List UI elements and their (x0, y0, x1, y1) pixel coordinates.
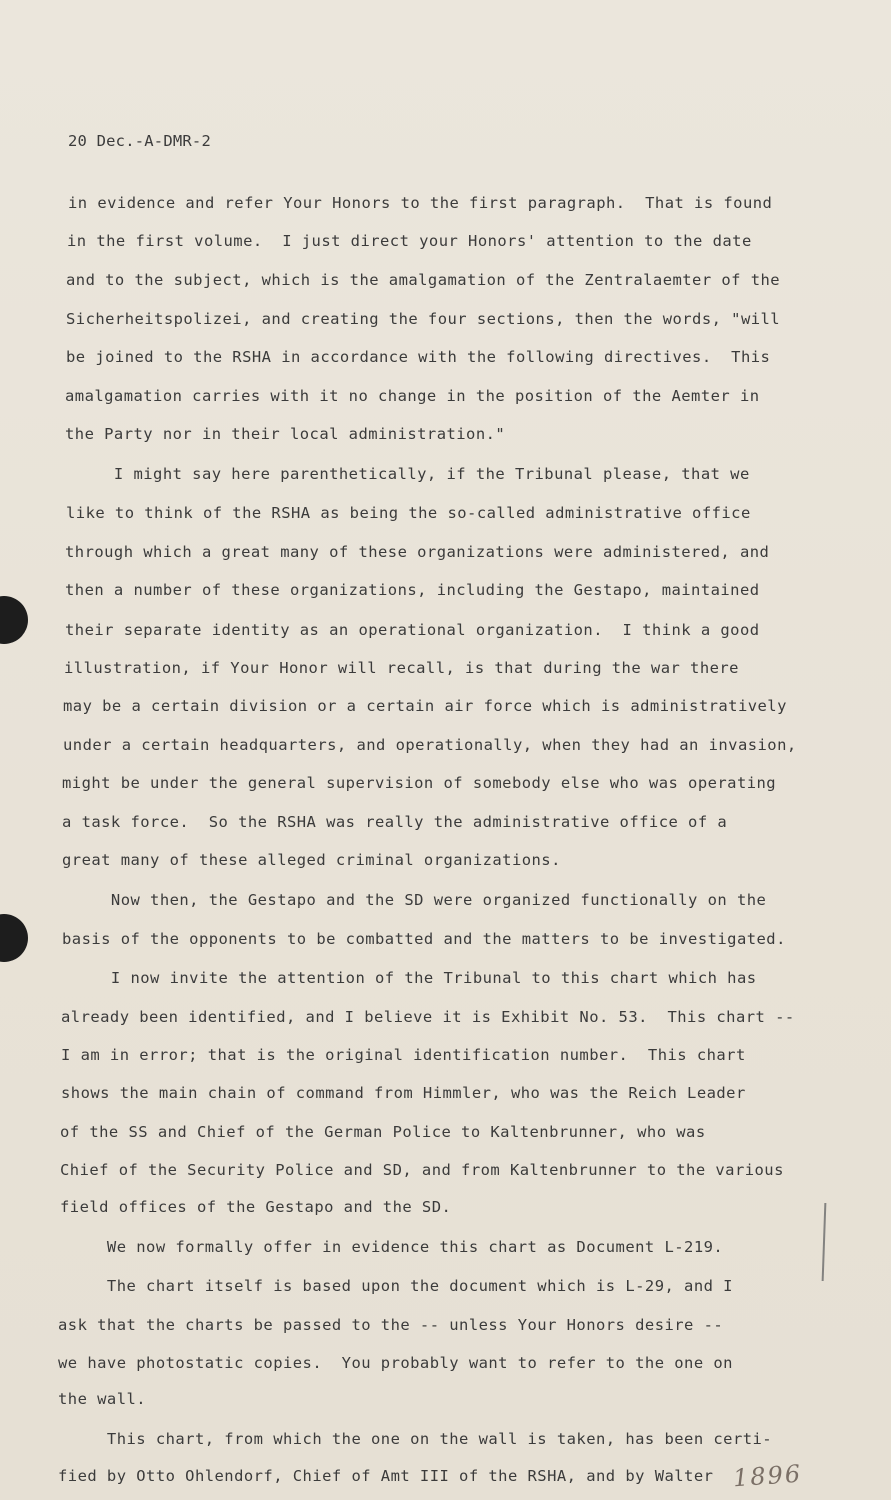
text-line: a task force. So the RSHA was really the administrative office of a (62, 813, 728, 831)
text-line: ask that the charts be passed to the -- unless Your Honors desire -- (58, 1316, 724, 1334)
punch-hole (0, 596, 28, 644)
margin-pencil-mark (822, 1203, 827, 1281)
text-line: in the first volume. I just direct your Honors' attention to the date (67, 232, 752, 250)
text-line: illustration, if Your Honor will recall, is that during the war there (64, 659, 739, 677)
text-line: and to the subject, which is the amalgamation of the Zentralaemter of the (66, 271, 781, 289)
text-line: under a certain headquarters, and operationally, when they had an invasion, (63, 736, 797, 754)
text-line: already been identified, and I believe it is Exhibit No. 53. This chart -- (61, 1008, 795, 1026)
text-line: through which a great many of these organizations were administered, and (65, 543, 770, 561)
text-line: Sicherheitspolizei, and creating the four sections, then the words, "will (66, 310, 781, 328)
text-line: amalgamation carries with it no change in the position of the Aemter in (65, 387, 760, 405)
text-line: We now formally offer in evidence this chart as Document L-219. (58, 1238, 724, 1256)
text-line: Now then, the Gestapo and the SD were organized functionally on the (62, 891, 767, 909)
text-line: shows the main chain of command from Himmler, who was the Reich Leader (61, 1084, 746, 1102)
text-line: fied by Otto Ohlendorf, Chief of Amt III of the RSHA, and by Walter (58, 1467, 714, 1485)
text-line: I now invite the attention of the Tribunal to this chart which has (62, 969, 757, 987)
text-line: I might say here parenthetically, if the Tribunal please, that we (65, 465, 750, 483)
text-line: might be under the general supervision of somebody else who was operating (62, 774, 777, 792)
text-line: Chief of the Security Police and SD, and from Kaltenbrunner to the various (60, 1161, 784, 1179)
text-line: we have photostatic copies. You probably want to refer to the one on (58, 1354, 733, 1372)
punch-hole (0, 914, 28, 962)
text-line: great many of these alleged criminal organizations. (62, 851, 561, 869)
text-line: I am in error; that is the original identification number. This chart (61, 1046, 746, 1064)
text-line: The chart itself is based upon the document which is L-29, and I (58, 1277, 733, 1295)
text-line: their separate identity as an operational organization. I think a good (65, 621, 760, 639)
handwritten-page-number: 1896 (732, 1459, 803, 1493)
text-line: the wall. (58, 1390, 147, 1408)
text-line: basis of the opponents to be combatted and the matters to be investigated. (62, 930, 786, 948)
text-line: of the SS and Chief of the German Police to Kaltenbrunner, who was (60, 1123, 706, 1141)
text-line: the Party nor in their local administration." (65, 425, 506, 443)
text-line: be joined to the RSHA in accordance with the following directives. This (66, 348, 771, 366)
text-line: in evidence and refer Your Honors to the first paragraph. That is found (68, 194, 773, 212)
text-line: may be a certain division or a certain air force which is administratively (63, 697, 787, 715)
document-header: 20 Dec.-A-DMR-2 (68, 132, 211, 150)
text-line: then a number of these organizations, including the Gestapo, maintained (65, 581, 760, 599)
text-line: field offices of the Gestapo and the SD. (60, 1198, 452, 1216)
text-line: This chart, from which the one on the wall is taken, has been certi- (58, 1430, 773, 1448)
text-line: like to think of the RSHA as being the so-called administrative office (66, 504, 751, 522)
